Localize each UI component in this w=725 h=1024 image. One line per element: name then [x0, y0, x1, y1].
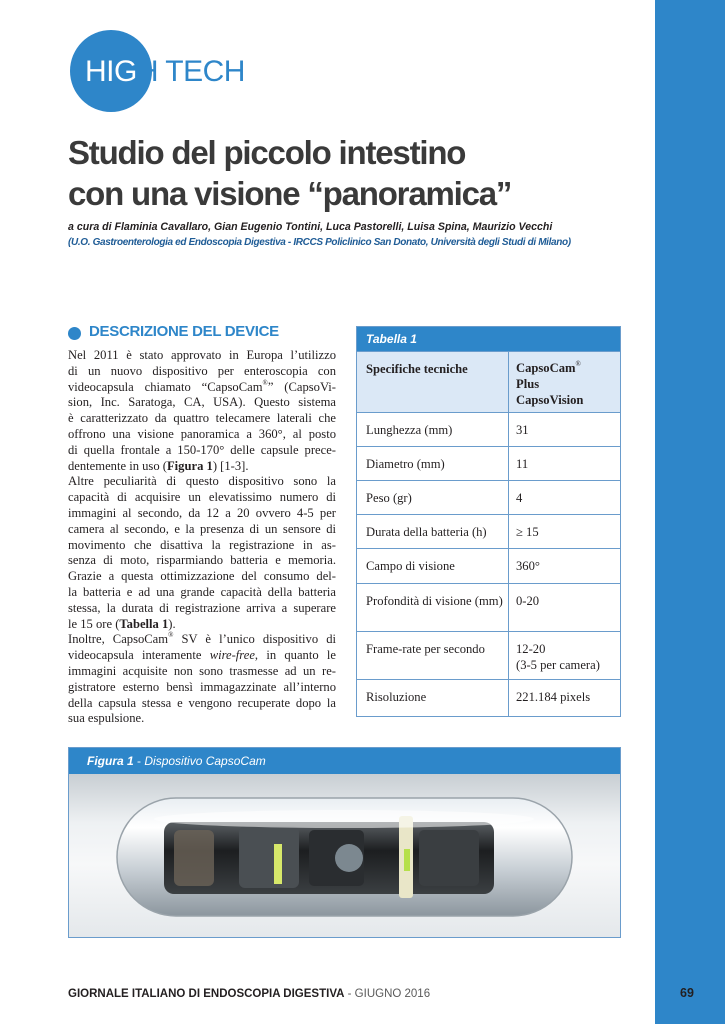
text-line: videocapsula interamente wire-free, in quanto le — [68, 648, 336, 663]
table-ref[interactable]: Tabella 1 — [119, 616, 169, 631]
authors: a cura di Flaminia Cavallaro, Gian Eugenio Tontini, Luca Pastorelli, Luisa Spina, Maurizio Vecchi — [68, 221, 553, 233]
text-line: di quella frontale a 150-170° delle capsule prece- — [68, 442, 336, 457]
table-header-cell: CapsoCam® Plus CapsoVision — [516, 360, 584, 407]
table-cell: 12-20 (3-5 per camera) — [516, 642, 600, 672]
section-heading: DESCRIZIONE DEL DEVICE — [89, 323, 279, 340]
table-cell: Campo di visione — [357, 549, 509, 583]
table-cell: Frame-rate per secondo — [357, 632, 509, 679]
text-line: senza di moto, risparmiando batteria e memoria. — [68, 553, 336, 568]
text-line: offrono una visione panoramica a 360°, al posto — [68, 426, 336, 441]
figure-caption: Figura 1 - Dispositivo CapsoCam — [69, 748, 620, 774]
table-row — [357, 412, 620, 446]
text-line: le 15 ore (Tabella 1). — [68, 616, 176, 631]
section-label: HIGH TECH — [85, 55, 245, 88]
table-row — [357, 679, 620, 716]
article-title — [68, 132, 648, 214]
text-line: sion, Inc. Saratoga, CA, USA). Questo sistema — [68, 395, 336, 410]
table-cell: 31 — [516, 423, 529, 437]
table-cell: Diametro (mm) — [357, 447, 509, 480]
text-line: Altre peculiarità di questo dispositivo sono la — [68, 474, 336, 489]
text-line: immagini al secondo, da 12 a 20 ovvero 4-5 per — [68, 505, 336, 520]
title-line: con una visione “panoramica” — [68, 175, 512, 212]
table-cell: 0-20 — [516, 594, 540, 608]
text-line: la batteria e ad una grande capacità della batteria — [68, 584, 336, 599]
table-cell: 221.184 pixels — [516, 690, 591, 704]
title-line: Studio del piccolo intestino — [68, 134, 466, 171]
text-line: movimento che disattiva la registrazione in as- — [68, 537, 336, 552]
text-line: è caratterizzato da quattro telecamere laterali che — [68, 411, 336, 426]
table-row — [357, 514, 620, 548]
text-line: della capsula stessa e vengono recuperate dopo la — [68, 695, 336, 710]
text-line: immagini acquisite non sono trasmesse ad un re- — [68, 663, 336, 678]
side-accent-bar — [655, 0, 725, 1024]
page-number: 69 — [680, 986, 694, 1000]
affiliation: (U.O. Gastroenterologia ed Endoscopia Digestiva - IRCCS Policlinico San Donato, Università degli Studi di Milano) — [68, 237, 571, 248]
bullet-icon — [68, 327, 81, 340]
table-cell: 360° — [516, 559, 540, 573]
table-cell: Durata della batteria (h) — [357, 515, 509, 548]
table-row — [357, 583, 620, 631]
table-header-row — [357, 351, 620, 412]
table-cell: Profondità di visione (mm) — [357, 584, 509, 631]
text-line: gistratore esterno bensì immagazzinate all’interno — [68, 679, 336, 694]
body-text — [68, 348, 336, 727]
text-line: stessa, la durata di registrazione arriva a superare — [68, 600, 336, 615]
table-cell: 11 — [516, 457, 529, 471]
table-row — [357, 631, 620, 679]
text-line: camera al secondo, e la presenza di un sensore di — [68, 521, 336, 536]
text-line: videocapsula chiamato “CapsoCam®” (CapsoVi- — [68, 378, 336, 394]
text-line: dentemente in uso (Figura 1) [1-3]. — [68, 458, 249, 473]
capsule-illustration — [69, 774, 620, 938]
table-cell: Peso (gr) — [357, 481, 509, 514]
text-line: Inoltre, CapsoCam® SV è l’unico dispositivo di — [68, 631, 337, 647]
footer-journal: GIORNALE ITALIANO DI ENDOSCOPIA DIGESTIVA - GIUGNO 2016 — [68, 988, 431, 1000]
text-line: di un nuovo dispositivo per enteroscopia con — [68, 363, 336, 378]
table-row — [357, 446, 620, 480]
table-cell: 4 — [516, 491, 523, 505]
table-row — [357, 480, 620, 514]
table-cell: Risoluzione — [357, 680, 509, 716]
table-caption: Tabella 1 — [357, 327, 620, 351]
table-cell: ≥ 15 — [516, 525, 539, 539]
figure — [68, 747, 621, 938]
capsule-photo — [69, 774, 620, 938]
table-row — [357, 548, 620, 583]
text-line: Nel 2011 è stato approvato in Europa l’utilizzo — [68, 348, 336, 362]
spec-table — [356, 326, 621, 717]
text-line: Grazie a questa ottimizzazione del consumo del- — [68, 569, 336, 584]
table-header-cell: Specifiche tecniche — [357, 352, 509, 412]
text-line: capacità di acquisire un elevatissimo numero di — [68, 490, 336, 505]
text-line: sua espulsione. — [68, 711, 145, 726]
table-cell: Lunghezza (mm) — [357, 413, 509, 446]
figure-ref[interactable]: Figura 1 — [166, 458, 213, 473]
